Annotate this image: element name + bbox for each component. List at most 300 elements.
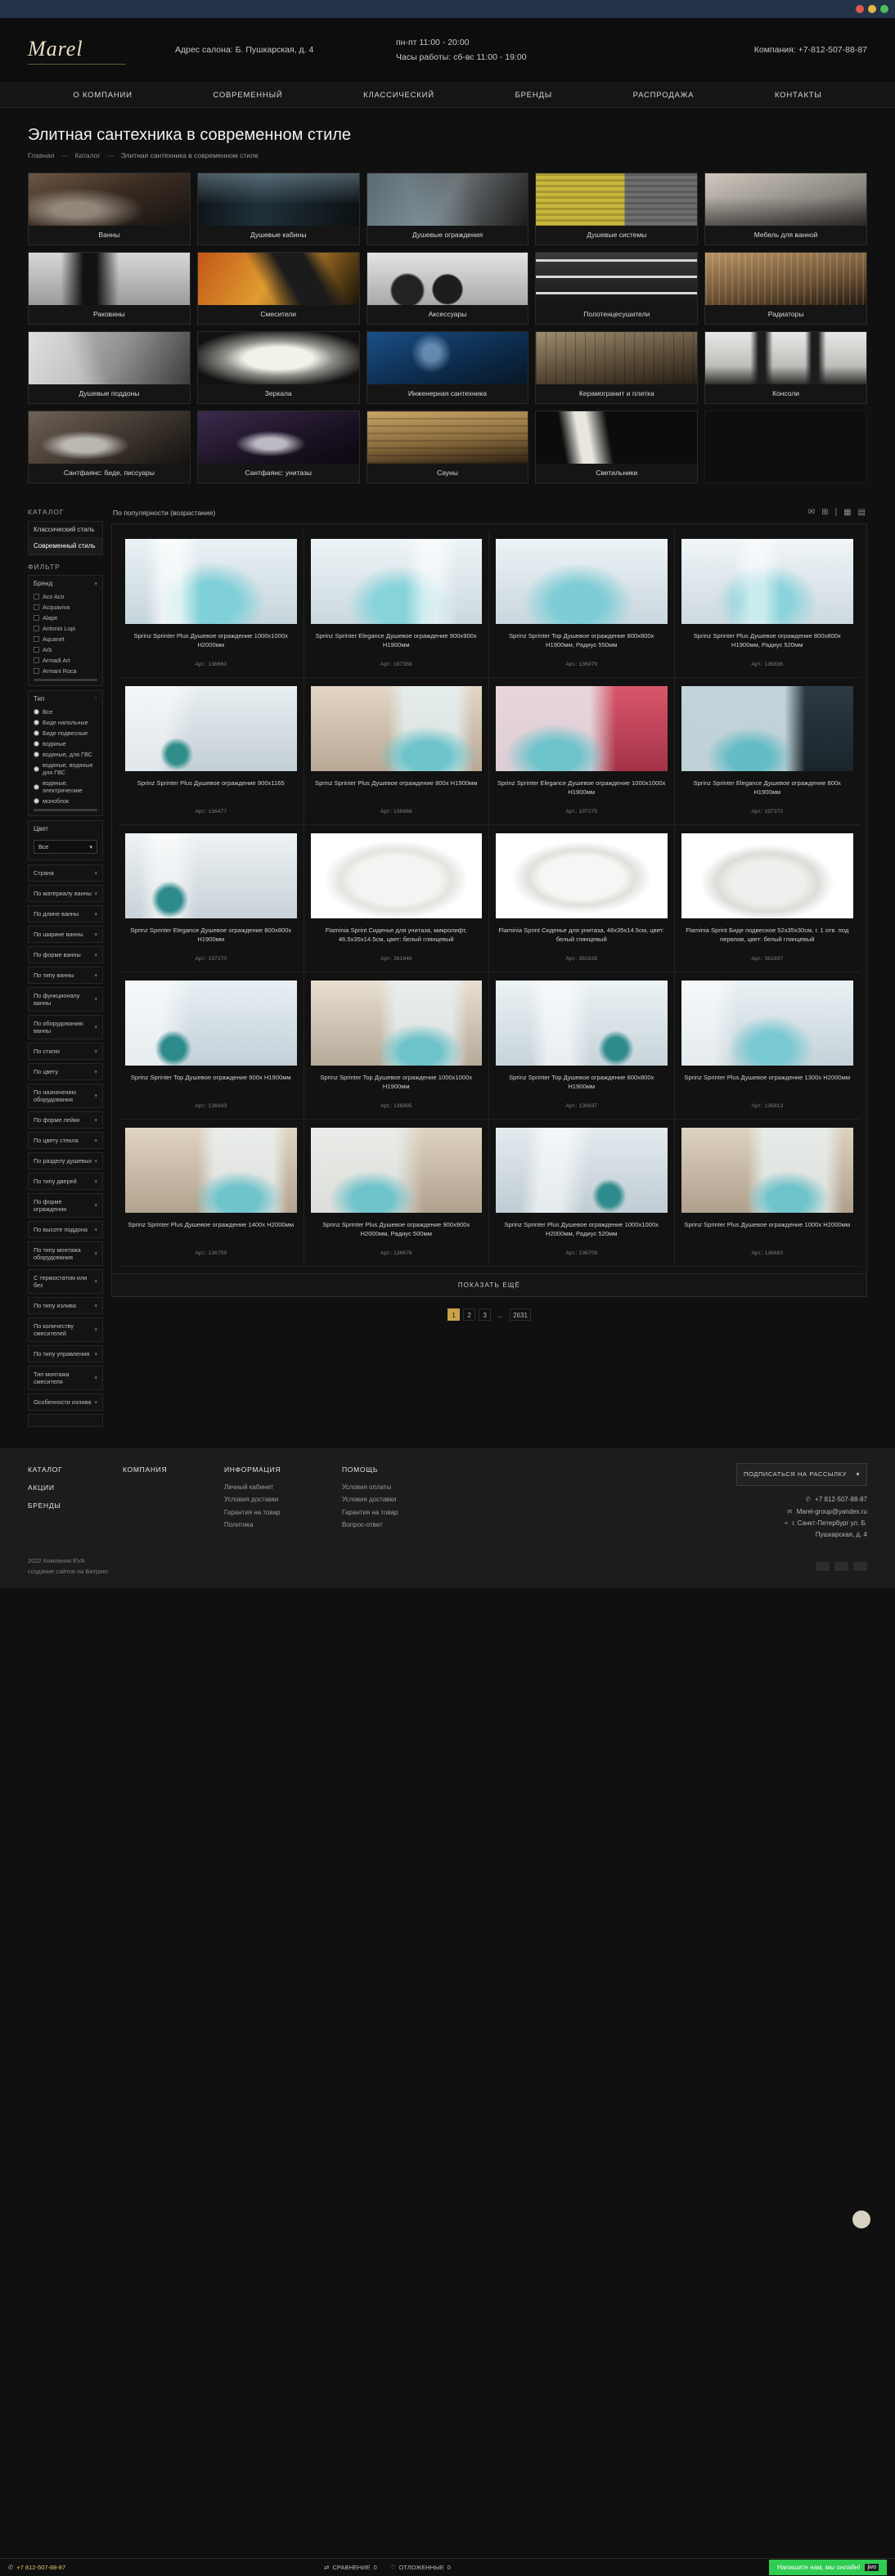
sort-label[interactable]: По популярности (возрастание) xyxy=(113,508,216,517)
filter-option-label: моноблок xyxy=(43,797,70,805)
product-image[interactable] xyxy=(311,686,483,771)
product-image[interactable] xyxy=(681,1128,854,1213)
sidebar-catalog-heading: КАТАЛОГ xyxy=(28,508,65,516)
favorites-label: ОТЛОЖЕННЫЕ xyxy=(398,2564,444,2571)
footer-heading[interactable]: КАТАЛОГ xyxy=(28,1465,63,1474)
product-card[interactable] xyxy=(489,678,675,825)
footer-bottom xyxy=(0,1551,895,1589)
category-label: Сантфаянс: биде, писсуары xyxy=(63,469,155,477)
product-card[interactable] xyxy=(304,825,490,972)
mastercard-icon xyxy=(834,1562,848,1571)
filter-option-label: Antonio Lupi xyxy=(43,625,75,632)
product-name[interactable]: Sprinz Sprinter Plus Душевое ограждение 800х800х Н1900мм, Радиус 520мм xyxy=(693,632,841,648)
product-article: Арт.: 361937 xyxy=(751,956,784,962)
filter-option[interactable] xyxy=(29,728,102,738)
product-image[interactable] xyxy=(125,539,297,624)
filter-row-blank xyxy=(28,1414,103,1427)
product-card[interactable] xyxy=(675,678,861,825)
filter-option[interactable] xyxy=(29,707,102,717)
checkbox-icon[interactable] xyxy=(34,615,39,621)
close-icon[interactable] xyxy=(856,5,864,13)
filter-row-8[interactable] xyxy=(28,1063,103,1080)
filter-row-12[interactable] xyxy=(28,1152,103,1169)
bottom-bar xyxy=(0,2558,895,2576)
empty-photo xyxy=(705,411,866,464)
filter-row-22[interactable] xyxy=(28,1393,103,1411)
pagination-page-2[interactable]: 2 xyxy=(463,1308,475,1321)
footer-link[interactable]: Гарантия на товар xyxy=(224,1508,281,1516)
towel-warmer-photo xyxy=(536,253,697,305)
tile-icon[interactable]: ▤ xyxy=(857,508,866,517)
category-tile-engineering[interactable] xyxy=(367,331,529,404)
product-name[interactable]: Sprinz Sprinter Plus Душевое ограждение 900х1165 xyxy=(137,779,285,787)
product-image[interactable] xyxy=(125,686,297,771)
product-card[interactable] xyxy=(489,1120,675,1267)
sidebar xyxy=(28,505,103,1430)
filter-option[interactable] xyxy=(29,602,102,613)
product-article: Арт.: 136843 xyxy=(195,1103,227,1109)
page-title-wrap xyxy=(0,108,895,150)
filter-option[interactable] xyxy=(29,738,102,749)
hours-label: Часы работы: xyxy=(396,52,452,62)
pagination-ellipsis: ... xyxy=(497,1312,503,1319)
scroll-to-top-button[interactable] xyxy=(852,2210,870,2228)
sidebar-filter-heading: ФИЛЬТР xyxy=(28,563,61,571)
category-tile-lamps[interactable] xyxy=(535,411,698,483)
nav-item-0[interactable]: О КОМПАНИИ xyxy=(73,91,133,100)
product-image[interactable] xyxy=(496,1128,668,1213)
filter-row-label: По форме ограждения xyxy=(34,1198,67,1213)
show-more-button[interactable]: ПОКАЗАТЬ ЕЩЁ xyxy=(111,1274,867,1297)
breadcrumb-current: Элитная сантехника в современном стиле xyxy=(120,151,259,159)
bottom-phone-text[interactable]: +7 812-507-88-87 xyxy=(16,2564,66,2571)
chevron-down-icon: ▾ xyxy=(94,911,97,918)
category-tile-mirrors[interactable] xyxy=(197,331,360,404)
filter-row-2[interactable] xyxy=(28,926,103,943)
product-name[interactable]: Sprinz Sprinter Elegance Душевое ограждение 900х900х Н1900мм xyxy=(315,632,477,648)
product-image[interactable] xyxy=(311,833,483,918)
shower-tray-photo xyxy=(29,332,190,384)
filter-row-label: По количеству смесителей xyxy=(34,1322,74,1337)
filter-row-7[interactable] xyxy=(28,1043,103,1060)
filter-option-label: Все xyxy=(43,708,53,716)
category-label: Зеркала xyxy=(264,389,292,397)
filter-row-21[interactable] xyxy=(28,1366,103,1390)
product-name[interactable]: Flaminia Sprint Сиденье для унитаза, микролифт, 46.5х35х14.5см, цвет: белый глянцевый xyxy=(325,927,467,943)
logo-underline xyxy=(28,64,126,65)
sidebar-item-classic[interactable]: Классический стиль xyxy=(29,522,102,538)
color-select-value: Все xyxy=(38,843,49,850)
filter-option[interactable] xyxy=(29,613,102,623)
footer-link[interactable]: Условия доставки xyxy=(224,1496,279,1504)
product-article: Арт.: 136879 xyxy=(565,662,598,667)
product-name[interactable]: Sprinz Sprinter Top Душевое ограждение 800х800х Н1900мм xyxy=(509,1074,654,1090)
footer-email[interactable]: Marel-group@yandex.ru xyxy=(796,1507,867,1515)
filter-row-label: По длине ванны xyxy=(34,910,79,918)
browser-chrome xyxy=(0,0,895,18)
radio-icon[interactable] xyxy=(34,752,39,757)
compare-label: СРАВНЕНИЕ xyxy=(332,2564,371,2571)
shower-enclosure-photo xyxy=(367,173,528,226)
header-address xyxy=(175,43,380,58)
product-card[interactable] xyxy=(675,531,861,678)
breadcrumb-catalog[interactable]: Каталог xyxy=(74,151,101,159)
product-card[interactable] xyxy=(489,972,675,1120)
footer-link[interactable]: Условия доставки xyxy=(342,1496,397,1504)
product-card[interactable] xyxy=(304,972,490,1120)
product-image[interactable] xyxy=(311,539,483,624)
product-image[interactable] xyxy=(681,833,854,918)
category-tile-towel-warmers[interactable] xyxy=(535,252,698,325)
category-tile-accessories[interactable] xyxy=(367,252,529,325)
filter-option[interactable] xyxy=(29,634,102,644)
category-tiles xyxy=(0,169,895,505)
category-label: Душевые кабины xyxy=(250,231,307,239)
filter-row-13[interactable] xyxy=(28,1173,103,1190)
filter-option[interactable] xyxy=(29,717,102,728)
product-name[interactable]: Sprinz Sprinter Top Душевое ограждение 1000х1000х Н1900мм xyxy=(320,1074,473,1090)
filter-option[interactable] xyxy=(29,760,102,778)
footer-link[interactable]: Личный кабинет xyxy=(224,1483,274,1492)
filter-row-label: По типу ванны xyxy=(34,972,74,979)
filter-row-11[interactable] xyxy=(28,1132,103,1149)
pagination-page-3[interactable]: 3 xyxy=(479,1308,491,1321)
maximize-icon[interactable] xyxy=(880,5,888,13)
header-hours xyxy=(396,36,609,65)
category-tile-saunas[interactable] xyxy=(367,411,529,483)
logo-text: Marel xyxy=(28,36,83,61)
hours-line2: сб-вс 11:00 - 19:00 xyxy=(453,52,527,62)
sidebar-item-modern[interactable]: Современный стиль xyxy=(29,538,102,554)
product-article: Арт.: 136663 xyxy=(195,662,227,667)
radio-icon[interactable] xyxy=(34,730,39,736)
filter-row-5[interactable] xyxy=(28,987,103,1012)
radio-icon[interactable] xyxy=(34,766,39,772)
filter-row-15[interactable] xyxy=(28,1221,103,1238)
filter-option[interactable] xyxy=(29,644,102,655)
footer-phone[interactable]: +7 812-507-88-87 xyxy=(815,1496,867,1504)
chevron-down-icon: ○ xyxy=(93,696,97,702)
favorites-button[interactable] xyxy=(390,2564,451,2571)
filter-title-text: Цвет xyxy=(34,825,48,832)
filter-row-20[interactable] xyxy=(28,1345,103,1362)
filter-option[interactable] xyxy=(29,796,102,806)
footer-link-promos[interactable]: АКЦИИ xyxy=(28,1483,55,1492)
filter-row-label: По высоте поддона xyxy=(34,1226,88,1233)
product-card[interactable] xyxy=(489,825,675,972)
product-card[interactable] xyxy=(119,531,304,678)
product-card[interactable] xyxy=(489,531,675,678)
radio-icon[interactable] xyxy=(34,709,39,715)
filter-option-label: Armadi Art xyxy=(43,657,70,664)
filter-row-label: Тип монтажа смесителя xyxy=(34,1371,70,1385)
footer-link[interactable]: Вопрос-ответ xyxy=(342,1520,383,1528)
product-image[interactable] xyxy=(311,1128,483,1213)
product-image[interactable] xyxy=(496,539,668,624)
filter-row-4[interactable] xyxy=(28,967,103,984)
copyright xyxy=(28,1556,108,1577)
product-card[interactable] xyxy=(304,531,490,678)
product-card[interactable] xyxy=(675,972,861,1120)
category-label: Аксессуары xyxy=(428,310,467,318)
category-tile-sinks[interactable] xyxy=(28,252,191,325)
radio-icon[interactable] xyxy=(34,741,39,747)
site-footer xyxy=(0,1448,895,1551)
product-name[interactable]: Sprinz Sprinter Plus Душевое ограждение 800х Н1900мм xyxy=(315,779,478,787)
breadcrumb-home[interactable]: Главная xyxy=(28,151,55,159)
category-label: Ванны xyxy=(98,231,120,239)
product-card[interactable] xyxy=(675,825,861,972)
filter-option-label: водяные, водяные для ГВС xyxy=(43,761,93,776)
product-article: Арт.: 136895 xyxy=(380,1103,412,1109)
product-name[interactable]: Sprinz Sprinter Plus Душевое ограждение 1400х Н2000мм xyxy=(128,1221,295,1228)
product-name[interactable]: Sprinz Sprinter Elegance Душевое ограждение 800х800х Н1900мм xyxy=(130,927,292,943)
category-tile-shower-enclosures[interactable] xyxy=(367,173,529,245)
filter-row-label: По форме лейки xyxy=(34,1116,80,1124)
product-card[interactable] xyxy=(675,1120,861,1267)
product-name[interactable]: Sprinz Sprinter Plus Душевое ограждение 1000х Н2000мм xyxy=(684,1221,851,1228)
address-label: Адрес салона: xyxy=(175,44,233,55)
logo[interactable] xyxy=(28,37,159,65)
chevron-down-icon: ▾ xyxy=(94,870,97,877)
bathroom-furniture-photo xyxy=(705,173,866,226)
jivo-badge: jivo xyxy=(865,2564,879,2571)
scrollbar[interactable] xyxy=(34,679,97,681)
chevron-down-icon: ▾ xyxy=(94,1376,97,1381)
footer-link[interactable]: Условия оплаты xyxy=(342,1483,392,1492)
filter-option[interactable] xyxy=(29,666,102,676)
filter-row-0[interactable] xyxy=(28,885,103,902)
category-label: Мебель для ванной xyxy=(753,231,818,239)
filter-option[interactable] xyxy=(29,591,102,602)
checkbox-icon[interactable] xyxy=(34,668,39,674)
sort-bar xyxy=(111,505,867,523)
page-title: Элитная сантехника в современном стиле xyxy=(28,126,352,144)
filter-group-color-title[interactable] xyxy=(29,821,102,837)
chat-text: Напишите нам, мы онлайн! xyxy=(776,2564,861,2571)
grid-icon[interactable]: ▦ xyxy=(843,508,852,517)
chevron-down-icon: ▾ xyxy=(94,1203,97,1209)
product-image[interactable] xyxy=(681,981,854,1066)
product-article: Арт.: 361846 xyxy=(380,956,412,962)
chat-widget-button[interactable] xyxy=(769,2560,887,2575)
filter-option[interactable] xyxy=(29,749,102,760)
bottom-phone[interactable] xyxy=(8,2564,65,2571)
checkbox-icon[interactable] xyxy=(34,626,39,631)
product-image[interactable] xyxy=(496,833,668,918)
footer-col-catalog xyxy=(28,1463,103,1542)
category-tile-bathtubs[interactable] xyxy=(28,173,191,245)
filter-row-label: По материалу ванны xyxy=(34,890,92,897)
nav-item-4[interactable]: РАСПРОДАЖА xyxy=(632,91,695,100)
filter-row-6[interactable] xyxy=(28,1015,103,1039)
filter-title-text: Тип xyxy=(34,695,45,702)
category-row-0 xyxy=(28,173,867,245)
filter-group-brand-title[interactable] xyxy=(29,576,102,591)
product-image[interactable] xyxy=(681,686,854,771)
product-name[interactable]: Sprinz Sprinter Plus Душевое ограждение 1000х1000х Н2000мм xyxy=(133,632,288,648)
filter-row-label: По типу дверей xyxy=(34,1178,77,1185)
window-controls[interactable] xyxy=(856,5,888,13)
copyright-line2[interactable]: создание сайтов на Битрикс xyxy=(28,1567,109,1575)
footer-heading[interactable]: КОМПАНИЯ xyxy=(123,1465,168,1474)
category-row-3 xyxy=(28,411,867,483)
category-tile-tiles[interactable] xyxy=(535,331,698,404)
product-article: Арт.: 136813 xyxy=(751,1103,784,1109)
product-card[interactable] xyxy=(119,972,304,1120)
category-tile-shower-trays[interactable] xyxy=(28,331,191,404)
engineering-photo xyxy=(367,332,528,384)
category-label: Душевые системы xyxy=(587,231,647,239)
footer-heading: ПОМОЩЬ xyxy=(342,1465,379,1474)
filter-row-label: По разделу душевых xyxy=(34,1157,92,1165)
filter-group-type-title[interactable] xyxy=(29,691,102,707)
list-icon[interactable]: ✉ xyxy=(807,508,816,517)
category-tile-toilets[interactable] xyxy=(197,411,360,483)
breadcrumb-sep-2: — xyxy=(106,151,115,159)
category-tile-consoles[interactable] xyxy=(704,331,867,404)
footer-col-contacts xyxy=(452,1463,867,1542)
checkbox-icon[interactable] xyxy=(34,604,39,610)
product-image[interactable] xyxy=(311,981,483,1066)
chevron-down-icon: ▾ xyxy=(856,1470,860,1478)
pagination[interactable] xyxy=(111,1297,867,1326)
radio-icon[interactable] xyxy=(34,798,39,804)
filter-group-color xyxy=(28,820,103,860)
product-name[interactable]: Sprinz Sprinter Plus Душевое ограждение 1000х1000х Н2000мм, Радиус 520мм xyxy=(504,1221,659,1237)
product-article: Арт.: 361838 xyxy=(565,956,598,962)
shower-cabin-photo xyxy=(198,173,359,226)
color-select[interactable] xyxy=(34,840,97,854)
footer-link[interactable]: Политика xyxy=(224,1520,254,1528)
product-name[interactable]: Sprinz Sprinter Plus Душевое ограждение 1300х Н2000мм xyxy=(684,1074,851,1081)
product-card[interactable] xyxy=(119,825,304,972)
bidet-photo xyxy=(29,411,190,464)
filter-option[interactable] xyxy=(29,655,102,666)
checkbox-icon[interactable] xyxy=(34,657,39,663)
main-nav[interactable] xyxy=(0,83,895,108)
chevron-down-icon: ▾ xyxy=(94,581,97,587)
filter-option[interactable] xyxy=(29,778,102,796)
payment-icons xyxy=(816,1562,867,1571)
checkbox-icon[interactable] xyxy=(34,636,39,642)
product-name[interactable]: Sprinz Sprinter Top Душевое ограждение 800х800х Н1900мм, Радиус 550мм xyxy=(509,632,654,648)
breadcrumb xyxy=(0,150,895,169)
company-phone[interactable]: +7-812-507-88-87 xyxy=(798,44,867,55)
product-name[interactable]: Sprinz Sprinter Top Душевое ограждение 900х Н1900мм xyxy=(130,1074,291,1081)
filter-option-label: водяные xyxy=(43,740,66,747)
minimize-icon[interactable] xyxy=(868,5,876,13)
product-image[interactable] xyxy=(681,539,854,624)
product-image[interactable] xyxy=(496,686,668,771)
category-tile-shower-cabins[interactable] xyxy=(197,173,360,245)
sauna-photo xyxy=(367,411,528,464)
footer-address-2: Пушкарская, д. 4 xyxy=(815,1531,867,1539)
category-tile-faucets[interactable] xyxy=(197,252,360,325)
footer-link-brands[interactable]: БРЕНДЫ xyxy=(28,1501,61,1510)
product-image[interactable] xyxy=(496,981,668,1066)
product-name[interactable]: Sprinz Sprinter Elegance Душевое ограждение 800х Н1900мм xyxy=(693,779,841,796)
category-tile-radiators[interactable] xyxy=(704,252,867,325)
filter-row-18[interactable] xyxy=(28,1297,103,1314)
filter-row-label: По типу излива xyxy=(34,1302,76,1309)
filter-row-3[interactable] xyxy=(28,946,103,963)
pagination-page-last[interactable]: 2631 xyxy=(510,1308,531,1321)
subscribe-select[interactable] xyxy=(736,1463,867,1486)
divider-icon: | xyxy=(834,508,838,517)
filter-row-19[interactable] xyxy=(28,1317,103,1342)
product-card[interactable] xyxy=(119,1120,304,1267)
chevron-down-icon: ▾ xyxy=(94,1025,97,1030)
nav-item-2[interactable]: КЛАССИЧЕСКИЙ xyxy=(363,91,434,100)
filter-row-label: По ширине ванны xyxy=(34,931,83,938)
filter-option-label: Armani Roca xyxy=(43,667,77,675)
compare-count: 0 xyxy=(373,2564,377,2571)
footer-col-company xyxy=(123,1463,205,1542)
header-company xyxy=(625,43,867,58)
nav-item-1[interactable]: СОВРЕМЕННЫЙ xyxy=(213,91,283,100)
product-card[interactable] xyxy=(304,1120,490,1267)
nav-item-3[interactable]: БРЕНДЫ xyxy=(515,91,552,100)
checkbox-icon[interactable] xyxy=(34,594,39,599)
scrollbar[interactable] xyxy=(34,809,97,811)
product-area xyxy=(111,505,867,1326)
radio-icon[interactable] xyxy=(34,784,39,790)
product-grid xyxy=(119,531,860,1267)
product-image[interactable] xyxy=(125,833,297,918)
sidebar-style-list xyxy=(28,521,103,555)
product-card[interactable] xyxy=(119,678,304,825)
filter-row-16[interactable] xyxy=(28,1241,103,1266)
footer-contacts xyxy=(452,1494,867,1542)
product-name[interactable]: Flaminia Sprint Биде подвесное 52х35х30см, г. 1 отв. под перелив, цвет: белый глянцевый xyxy=(686,927,849,943)
filter-row-17[interactable] xyxy=(28,1269,103,1294)
filter-option-label: Alape xyxy=(43,614,58,622)
filter-option[interactable] xyxy=(29,623,102,634)
filter-row-10[interactable] xyxy=(28,1111,103,1129)
filter-row-9[interactable] xyxy=(28,1084,103,1108)
product-name[interactable]: Sprinz Sprinter Plus Душевое ограждение 900х900х Н2000мм, Радиус 500мм xyxy=(322,1221,470,1237)
product-image[interactable] xyxy=(125,981,297,1066)
category-tile-bathroom-furniture[interactable] xyxy=(704,173,867,245)
favorites-count: 0 xyxy=(447,2564,451,2571)
product-name[interactable]: Flaminia Sprint Сиденье для унитаза, 48х35х14.5см, цвет: белый глянцевый xyxy=(498,927,665,943)
radio-icon[interactable] xyxy=(34,720,39,725)
category-tile-bidets[interactable] xyxy=(28,411,191,483)
pin-icon: ⌖ xyxy=(784,1519,789,1528)
category-tile-shower-systems[interactable] xyxy=(535,173,698,245)
product-image[interactable] xyxy=(125,1128,297,1213)
filter-row-1[interactable] xyxy=(28,905,103,922)
product-article: Арт.: 136683 xyxy=(751,1250,784,1256)
grid-small-icon[interactable]: ⊞ xyxy=(821,508,829,517)
chevron-down-icon: ▾ xyxy=(94,972,97,979)
view-switcher[interactable] xyxy=(808,508,866,517)
pagination-page-1[interactable]: 1 xyxy=(448,1308,460,1321)
product-name[interactable]: Sprinz Sprinter Elegance Душевое ограждение 1000х1000х Н1900мм xyxy=(497,779,666,796)
product-card[interactable] xyxy=(304,678,490,825)
product-article: Арт.: 136676 xyxy=(380,1250,412,1256)
nav-item-5[interactable]: КОНТАКТЫ xyxy=(774,91,822,100)
compare-button[interactable] xyxy=(324,2564,377,2571)
filter-option-label: Биде подвесные xyxy=(43,729,88,737)
footer-link[interactable]: Гарантия на товар xyxy=(342,1508,398,1516)
product-article: Арт.: 136709 xyxy=(565,1250,598,1256)
filter-option-label: Биде напольные xyxy=(43,719,88,726)
filter-row-country[interactable] xyxy=(28,864,103,882)
filter-row-14[interactable] xyxy=(28,1193,103,1218)
checkbox-icon[interactable] xyxy=(34,647,39,653)
